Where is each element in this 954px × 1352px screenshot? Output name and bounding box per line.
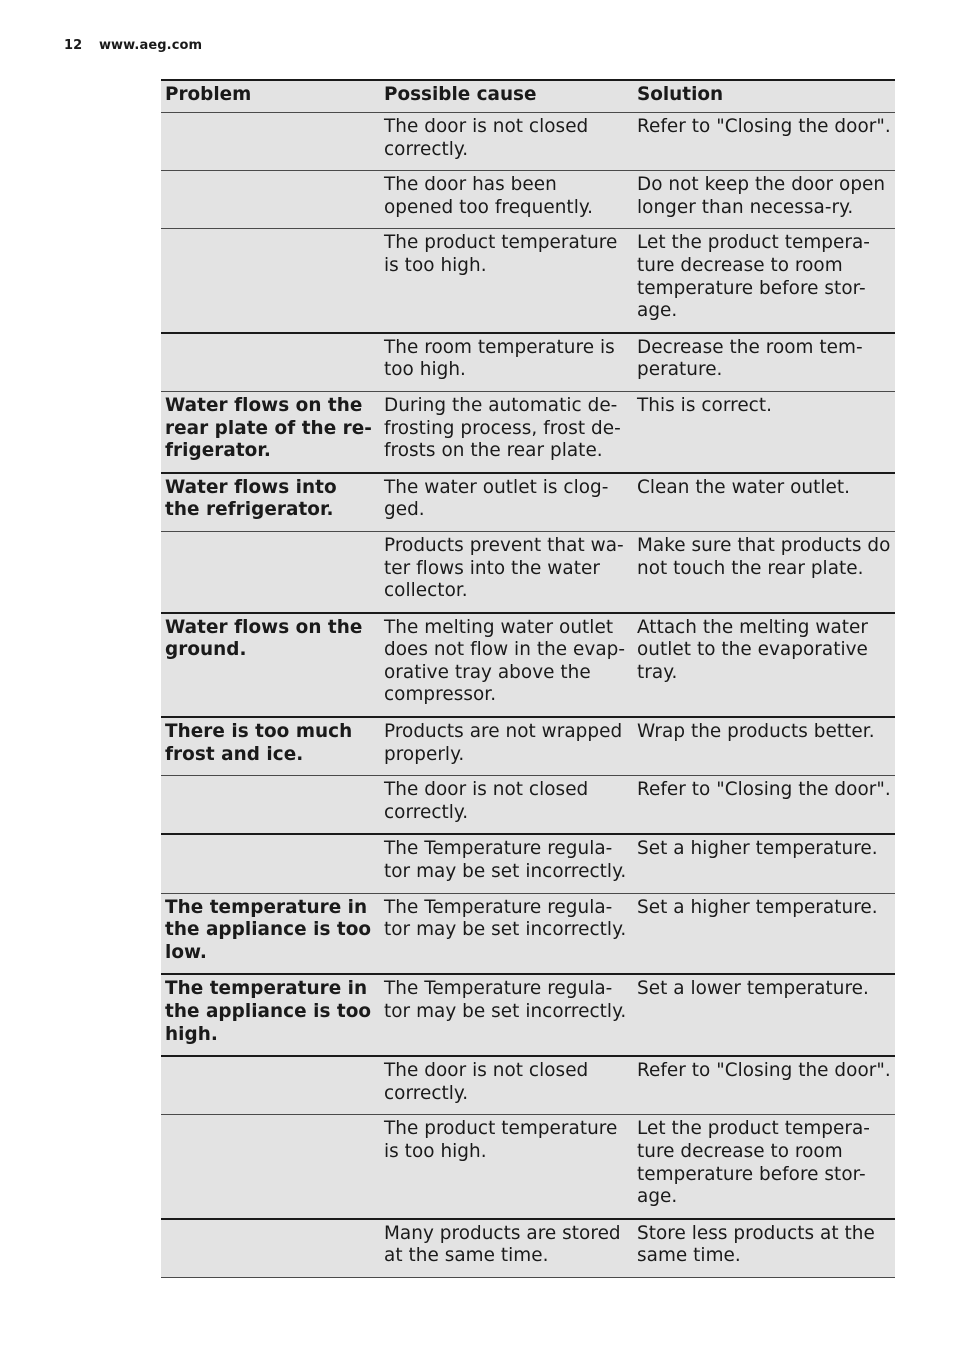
table-row xyxy=(161,113,895,171)
cause-cell: The product temperature is too high. xyxy=(380,229,633,333)
table-row xyxy=(161,531,895,612)
table-row xyxy=(161,613,895,717)
solution-cell: Make sure that products do not touch the rear plate. xyxy=(633,531,895,612)
problem-cell xyxy=(161,1219,380,1278)
table-row xyxy=(161,974,895,1056)
solution-cell: Refer to "Closing the door". xyxy=(633,776,895,835)
table-row xyxy=(161,893,895,974)
cause-cell: During the automatic de-frosting process, frost de-frosts on the rear plate. xyxy=(380,391,633,472)
cause-cell: The Temperature regula-tor may be set incorrectly. xyxy=(380,974,633,1056)
cause-cell: The melting water outlet does not flow in the evap-orative tray above the compressor. xyxy=(380,613,633,717)
solution-cell: Set a higher temperature. xyxy=(633,834,895,893)
page-number: 12 xyxy=(64,38,83,53)
table-row xyxy=(161,391,895,472)
problem-cell xyxy=(161,1115,380,1219)
problem-cell xyxy=(161,171,380,229)
problem-cell: The temperature in the appliance is too low. xyxy=(161,893,380,974)
page-header xyxy=(64,38,202,53)
problem-cell: Water flows on the ground. xyxy=(161,613,380,717)
solution-cell: Refer to "Closing the door". xyxy=(633,1056,895,1115)
table-header-row xyxy=(161,80,895,113)
problem-cell: There is too much frost and ice. xyxy=(161,717,380,776)
solution-cell: Let the product tempera-ture decrease to room temperature before stor-age. xyxy=(633,229,895,333)
table-row xyxy=(161,1115,895,1219)
site-url: www.aeg.com xyxy=(98,38,203,53)
table-row xyxy=(161,717,895,776)
solution-cell: Clean the water outlet. xyxy=(633,473,895,532)
table-row xyxy=(161,473,895,532)
cause-cell: The door is not closed correctly. xyxy=(380,1056,633,1115)
cause-cell: The water outlet is clog-ged. xyxy=(380,473,633,532)
problem-cell xyxy=(161,113,380,171)
cause-cell: The door is not closed correctly. xyxy=(380,113,633,171)
problem-cell xyxy=(161,531,380,612)
column-header-solution: Solution xyxy=(633,80,895,113)
solution-cell: Set a higher temperature. xyxy=(633,893,895,974)
solution-cell: This is correct. xyxy=(633,391,895,472)
problem-cell: Water flows into the refrigerator. xyxy=(161,473,380,532)
solution-cell: Set a lower temperature. xyxy=(633,974,895,1056)
problem-cell xyxy=(161,1056,380,1115)
solution-cell: Decrease the room tem-perature. xyxy=(633,333,895,392)
cause-cell: Products prevent that wa-ter flows into the water collector. xyxy=(380,531,633,612)
troubleshooting-table xyxy=(161,79,895,1278)
solution-cell: Let the product tempera-ture decrease to room temperature before stor-age. xyxy=(633,1115,895,1219)
table-row xyxy=(161,776,895,835)
problem-cell xyxy=(161,333,380,392)
column-header-cause: Possible cause xyxy=(380,80,633,113)
table-row xyxy=(161,1056,895,1115)
solution-cell: Do not keep the door open longer than necessa-ry. xyxy=(633,171,895,229)
cause-cell: Products are not wrapped properly. xyxy=(380,717,633,776)
solution-cell: Refer to "Closing the door". xyxy=(633,113,895,171)
problem-cell xyxy=(161,776,380,835)
solution-cell: Attach the melting water outlet to the evaporative tray. xyxy=(633,613,895,717)
table-row xyxy=(161,171,895,229)
table-row xyxy=(161,333,895,392)
cause-cell: The door has been opened too frequently. xyxy=(380,171,633,229)
cause-cell: The room temperature is too high. xyxy=(380,333,633,392)
problem-cell xyxy=(161,834,380,893)
problem-cell: Water flows on the rear plate of the re-frigerator. xyxy=(161,391,380,472)
table-row xyxy=(161,229,895,333)
solution-cell: Wrap the products better. xyxy=(633,717,895,776)
cause-cell: The door is not closed correctly. xyxy=(380,776,633,835)
table-row xyxy=(161,834,895,893)
cause-cell: Many products are stored at the same time. xyxy=(380,1219,633,1278)
cause-cell: The product temperature is too high. xyxy=(380,1115,633,1219)
problem-cell xyxy=(161,229,380,333)
problem-cell: The temperature in the appliance is too high. xyxy=(161,974,380,1056)
cause-cell: The Temperature regula-tor may be set incorrectly. xyxy=(380,834,633,893)
table-row xyxy=(161,1219,895,1278)
cause-cell: The Temperature regula-tor may be set incorrectly. xyxy=(380,893,633,974)
solution-cell: Store less products at the same time. xyxy=(633,1219,895,1278)
column-header-problem: Problem xyxy=(161,80,380,113)
